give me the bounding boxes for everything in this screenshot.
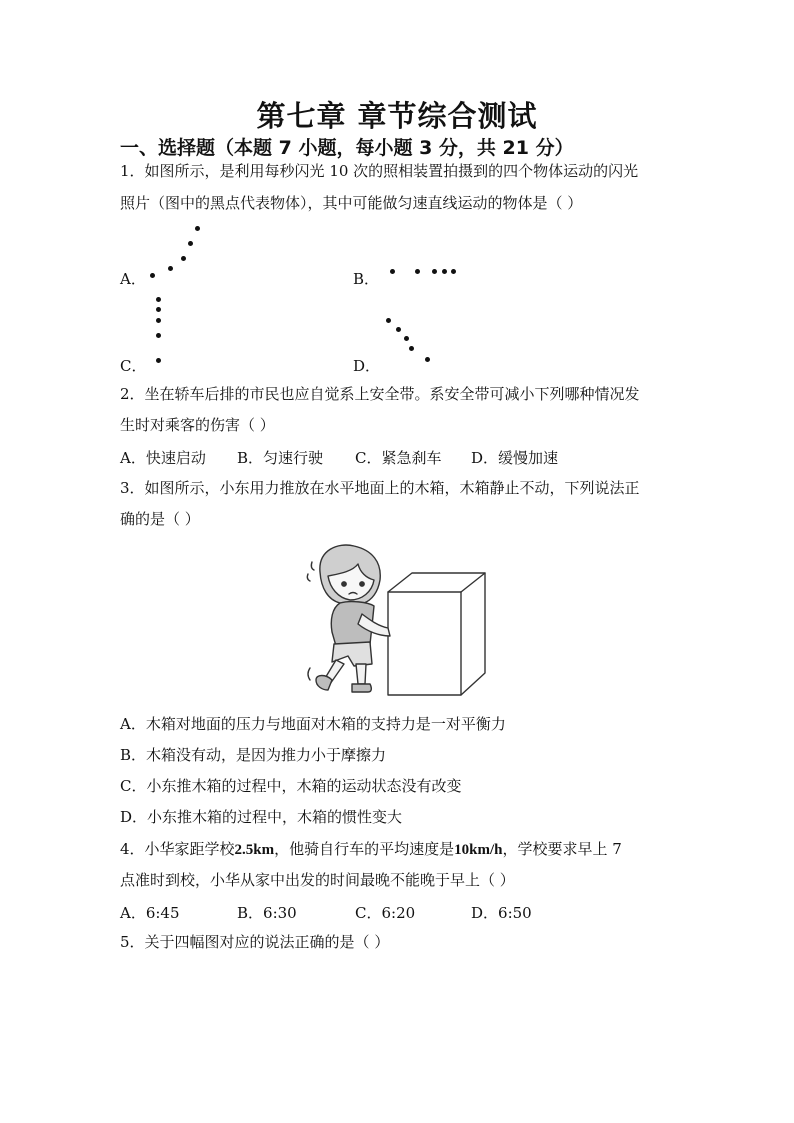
flash-dot xyxy=(396,327,401,332)
flash-dot xyxy=(156,358,161,363)
q2-option-a: A．快速启动 xyxy=(120,449,206,467)
q1-option-c: C． xyxy=(120,357,147,375)
flash-dot xyxy=(451,269,456,274)
q2-option-c: C．紧急刹车 xyxy=(355,449,442,467)
q3-option-c: C．小东推木箱的过程中，木箱的运动状态没有改变 xyxy=(120,777,462,795)
flash-dot xyxy=(188,241,193,246)
q4-speed: 10km/h xyxy=(454,842,503,858)
flash-dot xyxy=(156,318,161,323)
flash-dot xyxy=(404,336,409,341)
q4-option-d: D．6:50 xyxy=(471,904,532,922)
q3-option-a: A．木箱对地面的压力与地面对木箱的支持力是一对平衡力 xyxy=(120,715,506,733)
boy-pushing xyxy=(307,545,390,692)
q4-option-b: B．6:30 xyxy=(237,904,297,922)
flash-dot xyxy=(181,256,186,261)
q2-line-2: 生时对乘客的伤害（ ） xyxy=(120,416,275,434)
flash-dot xyxy=(386,318,391,323)
q4-text-c: ，学校要求早上 7 xyxy=(502,840,622,858)
q3-option-d: D．小东推木箱的过程中，木箱的惯性变大 xyxy=(120,808,403,826)
q4-distance: 2.5km xyxy=(234,842,275,858)
flash-dot xyxy=(415,269,420,274)
q2-line-1: 2．坐在轿车后排的市民也应自觉系上安全带。系安全带可减小下列哪种情况发 xyxy=(120,385,640,403)
q4-text-a: 4．小华家距学校 xyxy=(120,840,235,858)
flash-dot xyxy=(156,307,161,312)
q2-option-b: B．匀速行驶 xyxy=(237,449,324,467)
flash-dot xyxy=(442,269,447,274)
flash-dot xyxy=(168,266,173,271)
q5-line-1: 5．关于四幅图对应的说法正确的是（ ） xyxy=(120,933,390,951)
flash-dot xyxy=(156,297,161,302)
q3-line-1: 3．如图所示，小东用力推放在水平地面上的木箱，木箱静止不动，下列说法正 xyxy=(120,479,640,497)
q2-option-d: D．缓慢加速 xyxy=(471,449,559,467)
q1-option-d: D． xyxy=(353,357,381,375)
wooden-box xyxy=(388,573,485,695)
flash-dot xyxy=(390,269,395,274)
q3-option-b: B．木箱没有动，是因为推力小于摩擦力 xyxy=(120,746,387,764)
q1-option-b: B． xyxy=(353,270,380,288)
flash-dot xyxy=(425,357,430,362)
q3-line-2: 确的是（ ） xyxy=(120,510,200,528)
q4-line-1 xyxy=(120,838,680,861)
flash-dot xyxy=(432,269,437,274)
q1-line-1: 1．如图所示，是利用每秒闪光 10 次的照相装置拍摄到的四个物体运动的闪光 xyxy=(120,162,639,180)
page-title: 第七章 章节综合测试 xyxy=(256,99,538,133)
flash-dot xyxy=(195,226,200,231)
flash-dot xyxy=(150,273,155,278)
flash-dot xyxy=(156,333,161,338)
q1-option-a: A． xyxy=(120,270,146,288)
q4-line-2: 点准时到校，小华从家中出发的时间最晚不能晚于早上（ ） xyxy=(120,871,515,889)
boy-pushing-box-figure xyxy=(302,540,492,700)
q1-line-2: 照片（图中的黑点代表物体），其中可能做匀速直线运动的物体是（ ） xyxy=(120,194,583,212)
q4-option-a: A．6:45 xyxy=(120,904,180,922)
q4-option-c: C．6:20 xyxy=(355,904,416,922)
section-heading: 一、选择题（本题 7 小题，每小题 3 分，共 21 分） xyxy=(120,137,574,159)
flash-dot xyxy=(409,346,414,351)
q4-text-b: ，他骑自行车的平均速度是 xyxy=(274,840,455,858)
